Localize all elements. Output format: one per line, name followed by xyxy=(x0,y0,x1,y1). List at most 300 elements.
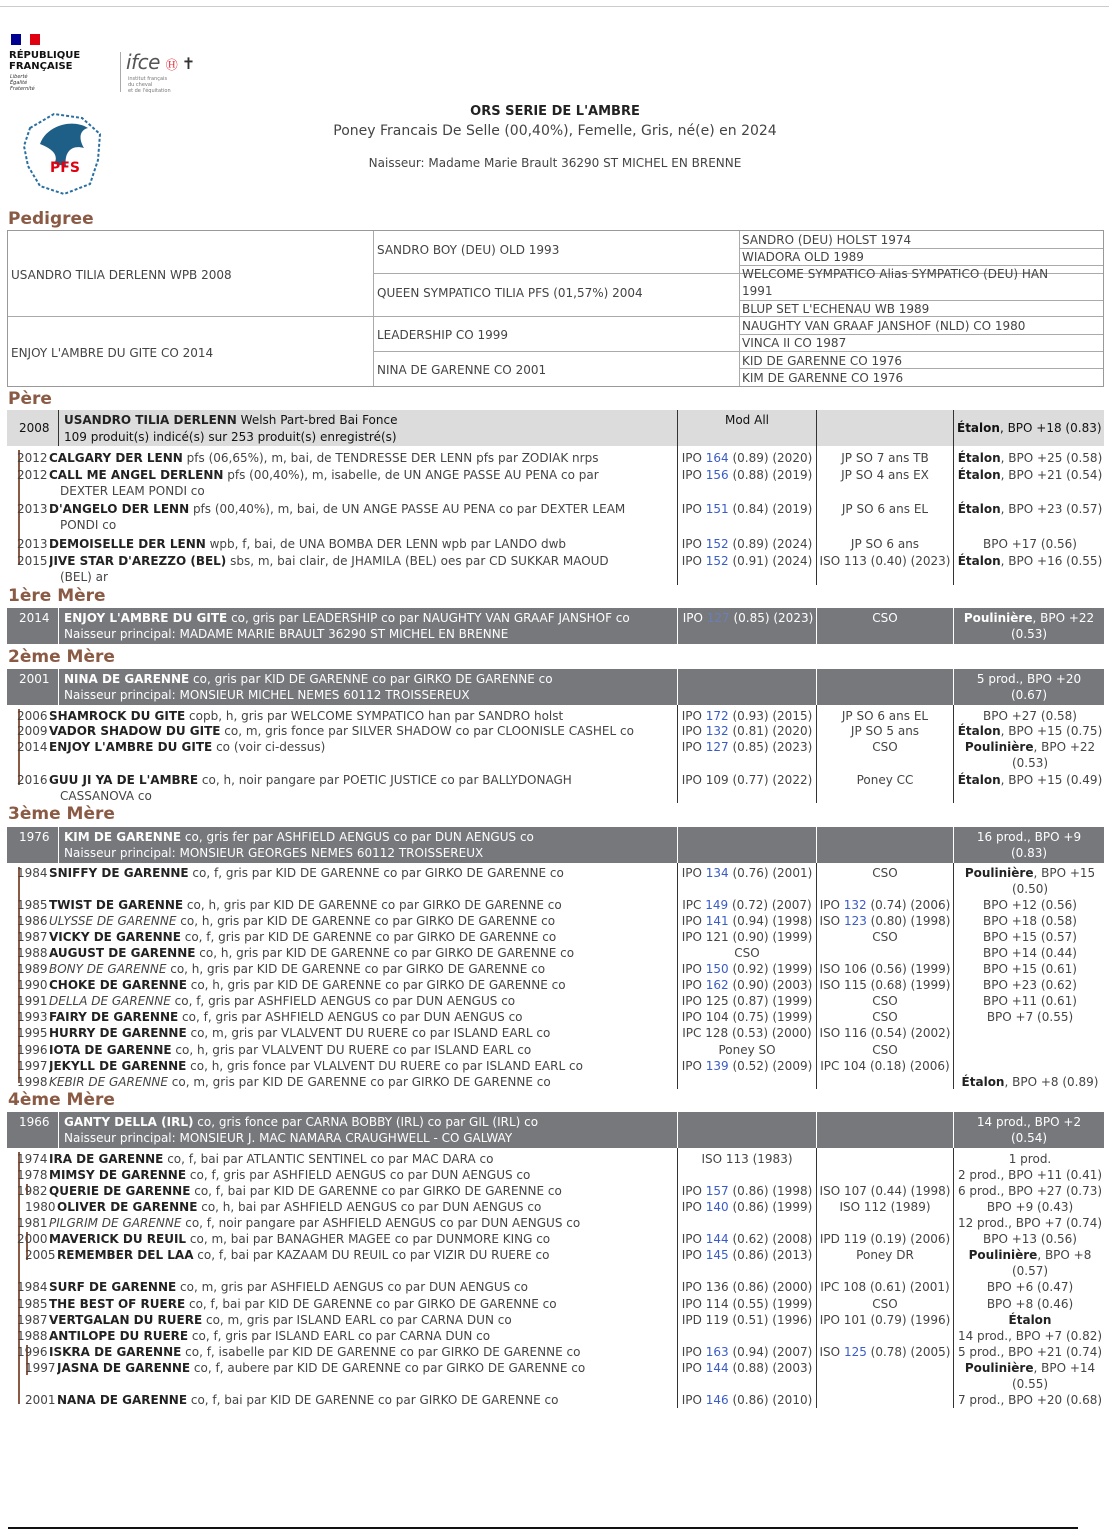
progeny-name: D'ANGELO DER LENN xyxy=(49,502,190,516)
section-m4-heading: 4ème Mère xyxy=(8,1090,115,1110)
progeny-index-1 xyxy=(678,977,816,993)
index-detail: (0.52) (2009) xyxy=(728,1059,813,1073)
progeny-row xyxy=(0,1344,1109,1360)
index-label: IPO xyxy=(681,740,706,754)
m2-naisseur: Naisseur principal: MONSIEUR MICHEL NEMES 60112 TROISSEREUX xyxy=(64,688,470,702)
republique-logo-text: RÉPUBLIQUE FRANÇAISE xyxy=(9,50,81,72)
progeny-year: 1993 xyxy=(17,1010,48,1024)
progeny-row xyxy=(0,1360,1109,1376)
index-label: IPO xyxy=(681,1200,706,1214)
progeny-index-1 xyxy=(678,1296,816,1312)
index-label: Poney CC xyxy=(856,773,914,787)
progeny-description xyxy=(60,517,687,533)
progeny-description xyxy=(49,1215,676,1231)
progeny-row xyxy=(0,1392,1109,1408)
index-value: 162 xyxy=(705,978,729,992)
progeny-status xyxy=(955,913,1105,929)
progeny-year: 1996 xyxy=(17,1345,48,1359)
m1-header-band xyxy=(7,608,1104,644)
progeny-index-2 xyxy=(817,1296,953,1312)
pfs-logo-icon xyxy=(20,108,108,198)
progeny-status xyxy=(955,977,1105,993)
progeny-index-1 xyxy=(678,1279,816,1295)
index-value: 125 xyxy=(843,1345,867,1359)
index-label: IPO 136 (0.86) (2000) xyxy=(681,1280,813,1294)
status-type: Étalon xyxy=(957,773,1001,787)
status-detail: (0.50) xyxy=(1011,882,1049,896)
progeny-row xyxy=(0,929,1109,945)
m2-status: 5 prod., BPO +20 xyxy=(976,672,1082,686)
progeny-index-1 xyxy=(678,897,816,913)
progeny-year: 1988 xyxy=(17,946,48,960)
index-label: JP SO 6 ans EL xyxy=(841,709,929,723)
index-value: 132 xyxy=(843,898,867,912)
status-type: Étalon xyxy=(957,554,1001,568)
index-value: 132 xyxy=(705,724,729,738)
progeny-year: 2012 xyxy=(17,468,48,482)
pere-produits: 109 produit(s) indicé(s) sur 253 produit(s) enregistré(s) xyxy=(64,430,397,444)
index-detail: (0.88) (2003) xyxy=(728,1361,813,1375)
progeny-row xyxy=(0,483,1109,499)
status-detail: BPO +27 (0.58) xyxy=(983,709,1077,723)
progeny-index-1 xyxy=(678,772,816,788)
index-detail: (0.94) (2007) xyxy=(728,1345,813,1359)
progeny-index-2 xyxy=(817,1199,953,1215)
pedigree-sire-dam: QUEEN SYMPATICO TILIA PFS (01,57%) 2004 xyxy=(377,286,643,300)
progeny-description xyxy=(49,708,676,724)
horse-subtitle: Poney Francais De Selle (00,40%), Femelle, Gris, né(e) en 2024 xyxy=(333,123,777,139)
status-detail: , BPO +8 xyxy=(1037,1248,1092,1262)
status-detail: , BPO +23 (0.57) xyxy=(1000,502,1103,516)
progeny-row xyxy=(0,708,1109,724)
index-label: CSO xyxy=(872,1010,898,1024)
index-label: Poney SO xyxy=(718,1043,776,1057)
progeny-name: NANA DE GARENNE xyxy=(57,1393,188,1407)
progeny-status xyxy=(955,1376,1105,1392)
index-detail: (0.80) (1998) xyxy=(866,914,951,928)
progeny-index-1 xyxy=(678,1009,816,1025)
index-label: CSO xyxy=(872,740,898,754)
progeny-detail: co, m, gris par KID DE GARENNE co par GIRKO DE GARENNE co xyxy=(167,1075,551,1089)
progeny-status xyxy=(955,1151,1105,1167)
progeny-year: 1985 xyxy=(17,1297,48,1311)
progeny-name: SNIFFY DE GARENNE xyxy=(49,866,189,880)
status-detail: BPO +23 (0.62) xyxy=(983,978,1077,992)
progeny-description xyxy=(49,723,676,739)
progeny-row xyxy=(0,1151,1109,1167)
progeny-status xyxy=(955,501,1105,517)
index-value: 139 xyxy=(705,1059,729,1073)
index-value: 146 xyxy=(705,1393,729,1407)
status-detail: 1 prod. xyxy=(1008,1152,1052,1166)
progeny-index-1 xyxy=(678,1058,816,1074)
progeny-index-2 xyxy=(817,993,953,1009)
status-detail: BPO +15 (0.61) xyxy=(983,962,1077,976)
pere-name: USANDRO TILIA DERLENN xyxy=(64,413,237,427)
progeny-index-1 xyxy=(678,553,816,569)
index-label: IPC 128 (0.53) (2000) xyxy=(682,1026,812,1040)
progeny-row xyxy=(0,788,1109,804)
progeny-index-1 xyxy=(678,1247,816,1263)
progeny-index-2 xyxy=(817,961,953,977)
progeny-description xyxy=(60,569,687,585)
progeny-detail: co, f, gris par ASHFIELD AENGUS co par DUN AENGUS co xyxy=(178,1010,523,1024)
progeny-index-1 xyxy=(678,708,816,724)
republique-motto: Liberté Égalité Fraternité xyxy=(10,74,35,92)
progeny-description xyxy=(49,977,676,993)
progeny-year: 2012 xyxy=(17,451,48,465)
progeny-description xyxy=(49,772,676,788)
index-label: IPO xyxy=(681,724,706,738)
progeny-description xyxy=(49,739,676,755)
index-detail: (0.88) (2019) xyxy=(728,468,813,482)
progeny-detail: co, h, gris par VLALVENT DU RUERE co par ISLAND EARL co xyxy=(171,1043,532,1057)
index-detail: (0.86) (2010) xyxy=(728,1393,813,1407)
progeny-status xyxy=(955,1167,1105,1183)
logo-separator xyxy=(120,52,121,92)
progeny-status xyxy=(955,1247,1105,1263)
progeny-detail: co, f, gris par KID DE GARENNE co par GIRKO DE GARENNE co xyxy=(188,866,564,880)
progeny-detail: co, f, isabelle par KID DE GARENNE co par GIRKO DE GARENNE co xyxy=(181,1345,581,1359)
pedigree-sire-sire: SANDRO BOY (DEU) OLD 1993 xyxy=(377,243,560,257)
index-label: IPO 114 (0.55) (1999) xyxy=(681,1297,813,1311)
progeny-year: 1984 xyxy=(17,866,48,880)
progeny-description xyxy=(49,1074,676,1090)
progeny-name: OLIVER DE GARENNE xyxy=(57,1200,198,1214)
m4-status-2: (0.54) xyxy=(1010,1131,1048,1145)
progeny-detail: co, f, gris par ASHFIELD AENGUS co par DUN AENGUS co xyxy=(186,1168,531,1182)
progeny-name: IRA DE GARENNE xyxy=(49,1152,164,1166)
progeny-index-2 xyxy=(817,450,953,466)
progeny-index-1 xyxy=(678,536,816,552)
progeny-description xyxy=(49,1231,676,1247)
progeny-detail: co, f, bai par ATLANTIC SENTINEL co par MAC DARA co xyxy=(163,1152,494,1166)
progeny-name: MAVERICK DU REUIL xyxy=(49,1232,187,1246)
progeny-row xyxy=(0,1167,1109,1183)
progeny-description xyxy=(49,501,676,517)
status-detail: BPO +18 (0.58) xyxy=(983,914,1077,928)
index-detail: (0.84) (2019) xyxy=(728,502,813,516)
index-label: IPO xyxy=(819,898,844,912)
index-label: IPO xyxy=(681,709,706,723)
progeny-detail: co, f, bai par KID DE GARENNE co par GIRKO DE GARENNE co xyxy=(187,1393,559,1407)
status-detail: (0.55) xyxy=(1011,1377,1049,1391)
progeny-detail: pfs (06,65%), m, bai, de TENDRESSE DER LENN pfs par ZODIAK nrps xyxy=(182,451,599,465)
top-rule xyxy=(0,6,1109,7)
progeny-index-1 xyxy=(678,961,816,977)
progeny-detail: co, f, gris par ISLAND EARL co par CARNA DUN co xyxy=(188,1329,491,1343)
progeny-name: JIVE STAR D'AREZZO (BEL) xyxy=(49,554,227,568)
progeny-detail: co, m, gris par ISLAND EARL co par CARNA DUN co xyxy=(202,1313,512,1327)
progeny-status xyxy=(955,1231,1105,1247)
progeny-description xyxy=(49,897,676,913)
index-value: 127 xyxy=(705,740,729,754)
progeny-description xyxy=(60,788,687,804)
m1-status-type: Poulinière xyxy=(963,611,1033,625)
status-detail: BPO +14 (0.44) xyxy=(983,946,1077,960)
m3-desc: co, gris fer par ASHFIELD AENGUS co par DUN AENGUS co xyxy=(181,830,534,844)
m2-year: 2001 xyxy=(19,672,50,686)
progeny-index-2 xyxy=(817,553,953,569)
m3-name: KIM DE GARENNE xyxy=(64,830,182,844)
progeny-status xyxy=(955,1279,1105,1295)
naisseur-line: Naisseur: Madame Marie Brault 36290 ST MICHEL EN BRENNE xyxy=(368,156,742,170)
progeny-row xyxy=(0,961,1109,977)
pere-header-band xyxy=(7,410,1104,446)
progeny-row xyxy=(0,1279,1109,1295)
progeny-row xyxy=(0,881,1109,897)
progeny-index-1 xyxy=(678,1025,816,1041)
index-detail: (0.76) (2001) xyxy=(728,866,813,880)
status-type: Étalon xyxy=(1008,1313,1052,1327)
progeny-year: 1991 xyxy=(17,994,48,1008)
progeny-index-1 xyxy=(678,945,816,961)
progeny-description xyxy=(57,1392,676,1408)
progeny-detail: co, h, noir pangare par POETIC JUSTICE co par BALLYDONAGH xyxy=(198,773,572,787)
status-detail: BPO +7 (0.55) xyxy=(986,1010,1074,1024)
index-label: IPO 121 (0.90) (1999) xyxy=(681,930,813,944)
progeny-year: 1988 xyxy=(17,1329,48,1343)
m3-naisseur: Naisseur principal: MONSIEUR GEORGES NEMES 60112 TROISSEREUX xyxy=(64,846,484,860)
progeny-row xyxy=(0,772,1109,788)
progeny-detail: DEXTER LEAM PONDI co xyxy=(60,484,205,498)
index-label: IPO xyxy=(681,1184,706,1198)
progeny-description xyxy=(49,1296,676,1312)
progeny-status xyxy=(955,1009,1105,1025)
svg-text:PFS: PFS xyxy=(50,160,80,176)
progeny-row xyxy=(0,1025,1109,1041)
index-label: JP SO 6 ans xyxy=(850,537,920,551)
progeny-description xyxy=(49,1058,676,1074)
progeny-year: 1981 xyxy=(17,1216,48,1230)
progeny-detail: co, f, gris par ASHFIELD AENGUS co par DUN AENGUS co xyxy=(170,994,516,1008)
progeny-detail: co, f, gris par KID DE GARENNE co par GIRKO DE GARENNE co xyxy=(180,930,557,944)
progeny-description xyxy=(49,467,676,483)
progeny-index-2 xyxy=(817,739,953,755)
progeny-detail: CASSANOVA co xyxy=(60,789,152,803)
progeny-year: 2014 xyxy=(17,740,48,754)
status-detail: 12 prod., BPO +7 (0.74) xyxy=(957,1216,1103,1230)
status-detail: , BPO +22 xyxy=(1033,740,1096,754)
progeny-name: CHOKE DE GARENNE xyxy=(49,978,187,992)
progeny-row xyxy=(0,865,1109,881)
progeny-description xyxy=(49,1312,676,1328)
progeny-index-2 xyxy=(817,1247,953,1263)
progeny-year: 2000 xyxy=(17,1232,48,1246)
progeny-name: REMEMBER DEL LAA xyxy=(57,1248,194,1262)
m4-name: GANTY DELLA (IRL) xyxy=(64,1115,194,1129)
index-label: IPO xyxy=(681,1232,706,1246)
progeny-description xyxy=(57,1247,676,1263)
progeny-index-2 xyxy=(817,1312,953,1328)
index-value: 164 xyxy=(705,451,729,465)
progeny-row xyxy=(0,1263,1109,1279)
progeny-name: CALL ME ANGEL DERLENN xyxy=(49,468,224,482)
progeny-index-1 xyxy=(678,1199,816,1215)
progeny-detail: co, h, gris par KID DE GARENNE co par GIRKO DE GARENNE co xyxy=(186,978,566,992)
index-label: IPO xyxy=(681,1361,706,1375)
status-detail: , BPO +21 (0.54) xyxy=(1000,468,1103,482)
progeny-name: GUU JI YA DE L'AMBRE xyxy=(49,773,199,787)
bottom-rule xyxy=(8,1527,1078,1529)
progeny-index-2 xyxy=(817,913,953,929)
progeny-description xyxy=(49,450,676,466)
progeny-index-2 xyxy=(817,865,953,881)
index-label: Poney DR xyxy=(856,1248,914,1262)
pedigree-sire: USANDRO TILIA DERLENN WPB 2008 xyxy=(11,268,232,282)
progeny-index-2 xyxy=(817,708,953,724)
status-type: Étalon xyxy=(957,502,1001,516)
progeny-detail: co, h, bai par ASHFIELD AENGUS co par DUN AENGUS co xyxy=(197,1200,542,1214)
progeny-year: 2006 xyxy=(17,709,48,723)
progeny-row xyxy=(0,1247,1109,1263)
progeny-status xyxy=(955,865,1105,881)
m3-status-2: (0.83) xyxy=(1010,846,1048,860)
progeny-detail: co, f, noir pangare par ASHFIELD AENGUS co par DUN AENGUS co xyxy=(181,1216,581,1230)
index-label: IPO xyxy=(681,554,706,568)
pedigree-gp-2: WIADORA OLD 1989 xyxy=(742,250,864,264)
status-detail: BPO +12 (0.56) xyxy=(983,898,1077,912)
progeny-row xyxy=(0,755,1109,771)
index-label: JP SO 6 ans EL xyxy=(841,502,929,516)
progeny-detail: co, m, bai par BANAGHER MAGEE co par DUNMORE KING co xyxy=(186,1232,551,1246)
status-detail: 6 prod., BPO +27 (0.73) xyxy=(957,1184,1103,1198)
status-detail: BPO +13 (0.56) xyxy=(983,1232,1077,1246)
progeny-row xyxy=(0,945,1109,961)
pedigree-dam-sire: LEADERSHIP CO 1999 xyxy=(377,328,509,342)
progeny-index-1 xyxy=(678,739,816,755)
progeny-year: 1990 xyxy=(17,978,48,992)
progeny-description xyxy=(49,1042,676,1058)
progeny-row xyxy=(0,467,1109,483)
progeny-detail: co, h, gris par KID DE GARENNE co par GIRKO DE GARENNE co xyxy=(195,946,575,960)
index-label: IPO xyxy=(681,866,706,880)
status-detail: (0.57) xyxy=(1011,1264,1049,1278)
progeny-row xyxy=(0,1074,1109,1090)
status-detail: , BPO +15 xyxy=(1033,866,1096,880)
index-label: ISO 116 (0.54) (2002) xyxy=(819,1026,951,1040)
progeny-status xyxy=(955,993,1105,1009)
progeny-row xyxy=(0,450,1109,466)
m2-header-band xyxy=(7,669,1104,705)
progeny-year: 2016 xyxy=(17,773,48,787)
pedigree-gp-7: KID DE GARENNE CO 1976 xyxy=(742,354,903,368)
m4-header-band xyxy=(7,1112,1104,1148)
index-label: IPO xyxy=(681,1248,706,1262)
m4-desc: co, gris fonce par CARNA BOBBY (IRL) co par GIL (IRL) co xyxy=(193,1115,539,1129)
index-detail: (0.81) (2020) xyxy=(728,724,813,738)
progeny-description xyxy=(49,1328,676,1344)
progeny-detail: pfs (00,40%), m, isabelle, de UN ANGE PASSE AU PENA co par xyxy=(223,468,599,482)
m3-status: 16 prod., BPO +9 xyxy=(976,830,1082,844)
progeny-row xyxy=(0,1058,1109,1074)
index-value: 156 xyxy=(705,468,729,482)
progeny-row xyxy=(0,536,1109,552)
progeny-row xyxy=(0,1296,1109,1312)
horse-name-title: ORS SERIE DE L'AMBRE xyxy=(470,104,640,119)
status-type: Poulinière xyxy=(968,1248,1038,1262)
progeny-description xyxy=(49,929,676,945)
index-label: ISO 115 (0.68) (1999) xyxy=(819,978,951,992)
index-value: 144 xyxy=(705,1232,729,1246)
progeny-name: THE BEST OF RUERE xyxy=(49,1297,186,1311)
index-detail: (0.74) (2006) xyxy=(866,898,951,912)
progeny-year: 1982 xyxy=(17,1184,48,1198)
progeny-status xyxy=(955,536,1105,552)
pedigree-dam: ENJOY L'AMBRE DU GITE CO 2014 xyxy=(11,346,214,360)
index-label: IPO xyxy=(681,962,706,976)
index-label: ISO xyxy=(819,1345,844,1359)
progeny-detail: co (voir ci-dessus) xyxy=(212,740,326,754)
pedigree-dam-dam: NINA DE GARENNE CO 2001 xyxy=(377,363,547,377)
status-detail: , BPO +14 xyxy=(1033,1361,1096,1375)
index-label: IPO 104 (0.75) (1999) xyxy=(681,1010,813,1024)
progeny-year: 1995 xyxy=(17,1026,48,1040)
index-detail: (0.91) (2024) xyxy=(728,554,813,568)
status-detail: , BPO +16 (0.55) xyxy=(1000,554,1103,568)
index-detail: (0.85) (2023) xyxy=(728,740,813,754)
progeny-year: 1996 xyxy=(17,1043,48,1057)
progeny-status xyxy=(955,723,1105,739)
progeny-name: BONY DE GARENNE xyxy=(49,962,167,976)
progeny-name: ANTILOPE DU RUERE xyxy=(49,1329,189,1343)
index-label: IPO xyxy=(681,978,706,992)
progeny-status xyxy=(955,450,1105,466)
progeny-status xyxy=(955,945,1105,961)
progeny-row xyxy=(0,1199,1109,1215)
republique-flag-icon xyxy=(11,34,40,45)
index-label: IPO 125 (0.87) (1999) xyxy=(681,994,813,1008)
pedigree-gp-6: VINCA II CO 1987 xyxy=(742,336,847,350)
m1-desc: co, gris par LEADERSHIP co par NAUGHTY VAN GRAAF JANSHOF co xyxy=(227,611,630,625)
index-label: IPO 101 (0.79) (1996) xyxy=(819,1313,951,1327)
progeny-description xyxy=(60,483,687,499)
progeny-detail: sbs, m, bai clair, de JHAMILA (BEL) oes par CD SUKKAR MAOUD xyxy=(226,554,609,568)
progeny-year: 1978 xyxy=(17,1168,48,1182)
status-type: Étalon xyxy=(961,1075,1005,1089)
progeny-year: 2013 xyxy=(17,502,48,516)
progeny-detail: co, h, gris par KID DE GARENNE co par GIRKO DE GARENNE co xyxy=(176,914,556,928)
index-label: IPO 109 (0.77) (2022) xyxy=(681,773,813,787)
progeny-detail: co, m, gris par VLALVENT DU RUERE co par ISLAND EARL co xyxy=(186,1026,551,1040)
progeny-name: CALGARY DER LENN xyxy=(49,451,183,465)
ifce-logo-caption: institut français du cheval et de l'équitation xyxy=(128,76,171,94)
progeny-year: 1980 xyxy=(25,1200,56,1214)
progeny-index-2 xyxy=(817,929,953,945)
index-value: 152 xyxy=(705,537,729,551)
progeny-row xyxy=(0,739,1109,755)
progeny-description xyxy=(49,553,676,569)
m2-status-2: (0.67) xyxy=(1010,688,1048,702)
progeny-detail: co, f, aubere par KID DE GARENNE co par GIRKO DE GARENNE co xyxy=(190,1361,586,1375)
index-value: 145 xyxy=(705,1248,729,1262)
progeny-status xyxy=(955,708,1105,724)
index-label: IPO xyxy=(681,468,706,482)
progeny-description xyxy=(49,1009,676,1025)
status-detail: 2 prod., BPO +11 (0.41) xyxy=(957,1168,1103,1182)
index-value: 144 xyxy=(705,1361,729,1375)
progeny-detail: co, h, gris par KID DE GARENNE co par GIRKO DE GARENNE co xyxy=(166,962,546,976)
progeny-status xyxy=(955,467,1105,483)
progeny-index-1 xyxy=(678,1344,816,1360)
m1-naisseur: Naisseur principal: MADAME MARIE BRAULT 36290 ST MICHEL EN BRENNE xyxy=(64,627,509,641)
progeny-row xyxy=(0,723,1109,739)
progeny-detail: co, f, bai par KAZAAM DU REUIL co par VIZIR DU RUERE co xyxy=(193,1248,550,1262)
status-detail: 7 prod., BPO +20 (0.68) xyxy=(957,1393,1103,1407)
index-detail: (0.93) (2015) xyxy=(728,709,813,723)
index-value: 141 xyxy=(705,914,729,928)
progeny-index-1 xyxy=(678,1312,816,1328)
